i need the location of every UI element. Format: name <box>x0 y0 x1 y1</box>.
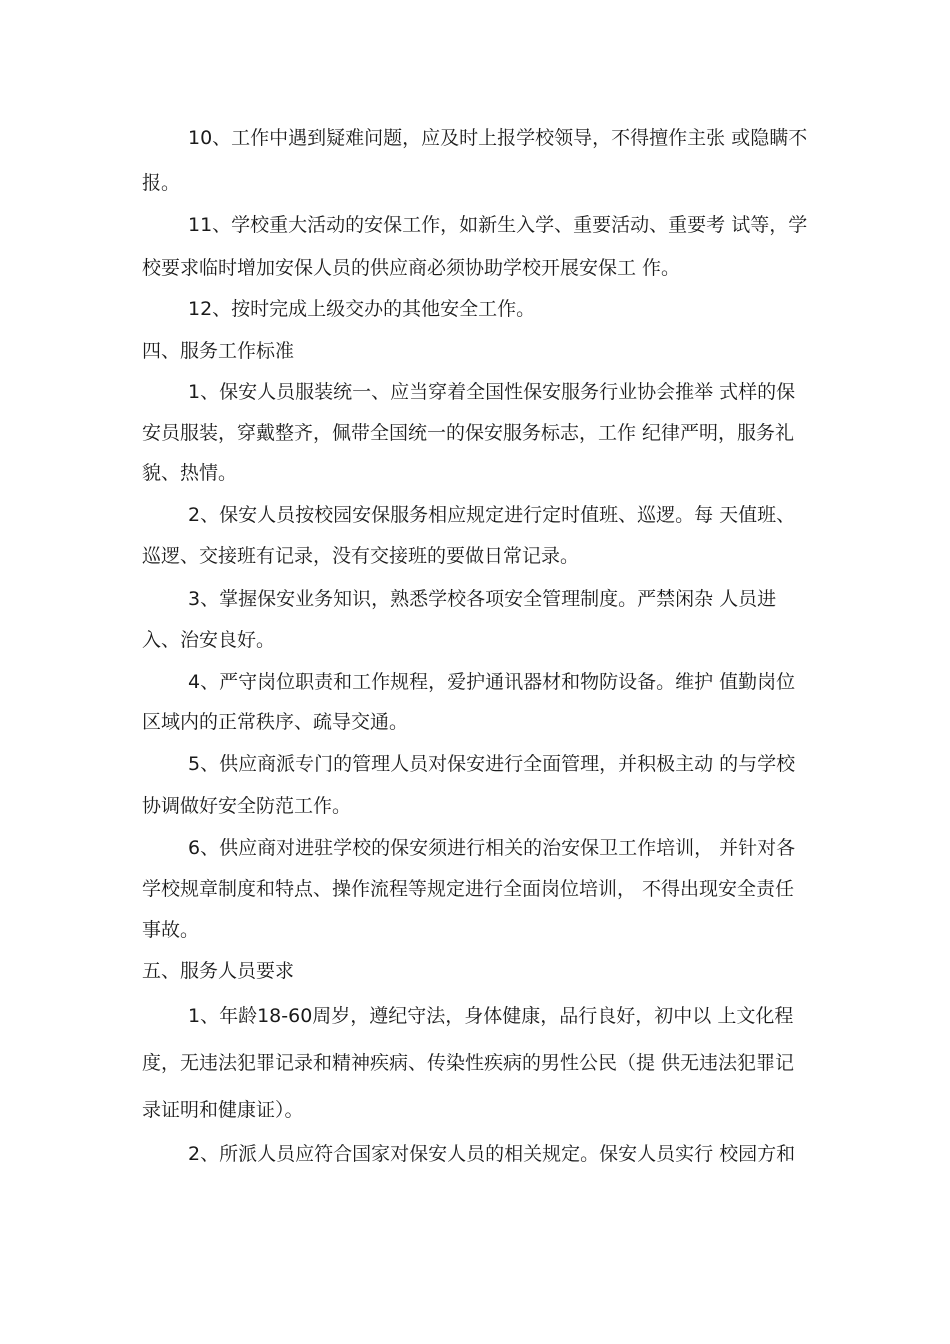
standard-1-line-2: 安员服装，穿戴整齐，佩带全国统一的保安服务标志，工作 纪律严明，服务礼 <box>142 422 795 444</box>
standard-5-line-1: 5、供应商派专门的管理人员对保安进行全面管理，并积极主动 的与学校 <box>188 753 796 775</box>
requirement-2-line-1: 2、所派人员应符合国家对保安人员的相关规定。保安人员实行 校园方和 <box>188 1143 796 1165</box>
section-heading-5: 五、服务人员要求 <box>142 960 295 982</box>
paragraph-11-line-1: 11、学校重大活动的安保工作，如新生入学、重要活动、重要考 试等，学 <box>188 214 808 236</box>
paragraph-10-line-2: 报。 <box>142 172 181 194</box>
section-heading-4: 四、服务工作标准 <box>142 340 295 362</box>
paragraph-10-line-1: 10、工作中遇到疑难问题，应及时上报学校领导，不得擅作主张 或隐瞒不 <box>188 127 808 149</box>
paragraph-11-line-2: 校要求临时增加安保人员的供应商必须协助学校开展安保工 作。 <box>142 257 681 279</box>
standard-4-line-1: 4、严守岗位职责和工作规程，爱护通讯器材和物防设备。维护 值勤岗位 <box>188 671 796 693</box>
requirement-1-line-3: 录证明和健康证）。 <box>142 1099 304 1121</box>
requirement-1-line-2: 度，无违法犯罪记录和精神疾病、传染性疾病的男性公民（提 供无违法犯罪记 <box>142 1052 795 1074</box>
standard-1-line-1: 1、保安人员服装统一、应当穿着全国性保安服务行业协会推举 式样的保 <box>188 381 796 403</box>
standard-3-line-1: 3、掌握保安业务知识，熟悉学校各项安全管理制度。严禁闲杂 人员进 <box>188 588 777 610</box>
standard-5-line-2: 协调做好安全防范工作。 <box>142 795 352 817</box>
standard-4-line-2: 区域内的正常秩序、疏导交通。 <box>142 711 409 733</box>
standard-2-line-1: 2、保安人员按校园安保服务相应规定进行定时值班、巡逻。每 天值班、 <box>188 504 796 526</box>
requirement-1-line-1: 1、年龄18-60周岁，遵纪守法，身体健康，品行良好，初中以 上文化程 <box>188 1005 794 1027</box>
standard-2-line-2: 巡逻、交接班有记录，没有交接班的要做日常记录。 <box>142 545 580 567</box>
standard-3-line-2: 入、治安良好。 <box>142 629 276 651</box>
standard-6-line-2: 学校规章制度和特点、操作流程等规定进行全面岗位培训， 不得出现安全责任 <box>142 878 795 900</box>
standard-1-line-3: 貌、热情。 <box>142 462 238 484</box>
paragraph-12-line-1: 12、按时完成上级交办的其他安全工作。 <box>188 298 536 320</box>
standard-6-line-1: 6、供应商对进驻学校的保安须进行相关的治安保卫工作培训， 并针对各 <box>188 837 796 859</box>
standard-6-line-3: 事故。 <box>142 919 200 941</box>
